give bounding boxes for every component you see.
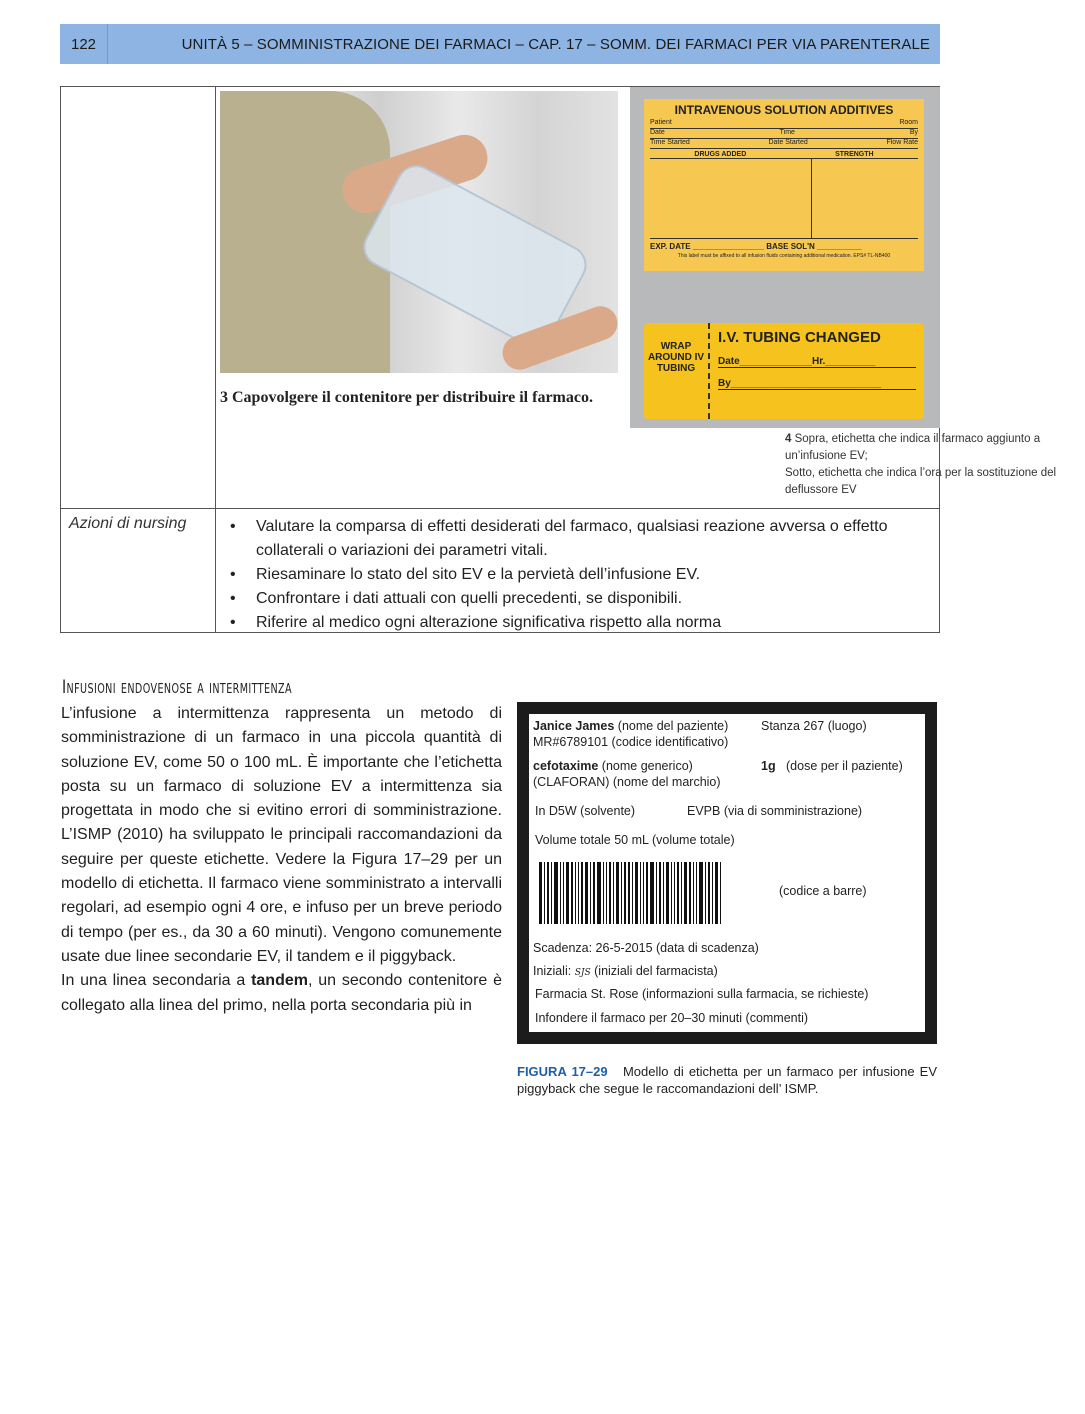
row-label-empty [61, 87, 216, 508]
tubing-changed-label: WRAP AROUND IV TUBING I.V. TUBING CHANGED Date_____________Hr._________ By___________________________ [644, 323, 924, 419]
table-row [61, 87, 1057, 508]
list-item: • Confrontare i dati attuali con quelli precedenti, se disponibili. [230, 587, 933, 611]
iv-labels-photo [630, 87, 940, 428]
nursing-cell [216, 509, 939, 632]
barcode [539, 862, 731, 924]
step4-caption: 4 Sopra, etichetta che indica il farmaco aggiunto a un’infusione EV; Sotto, etichetta che indica l’ora per la sostituzione del deflussore EV [785, 433, 1057, 496]
step3-caption: 3 Capovolgere il contenitore per distribuire il farmaco. [220, 389, 593, 406]
nurse-inverting-bag-photo [220, 91, 618, 373]
nursing-list [216, 509, 939, 635]
table-row [61, 508, 939, 632]
additives-label: INTRAVENOUS SOLUTION ADDITIVES Patient Room Date Time By Time Started Date Started Flow Rate DRUGS ADDED STRENGTH EXP. DATE ________________ BASE SOL'N __________ This label must be affixed to all infusion fluids containing additional medication. EPS# TL-NB400 [644, 99, 924, 271]
page-header [60, 24, 940, 64]
paragraph: In una linea secondaria a tandem, un secondo contenitore è collegato alla linea del primo, nella porta secondaria più in [61, 972, 502, 1014]
list-item: • Valutare la comparsa di effetti desiderati del farmaco, qualsiasi reazione avversa o effetto collaterali o variazioni dei parametri vitali. [230, 515, 933, 563]
label-card: Janice James (nome del paziente) Stanza 267 (luogo) MR#6789101 (codice identificativo) cefotaxime (nome generico) 1g (dose per il paziente) (CLAFORAN) (nome del marchio) In D5W (solvente) EVPB (via di somministrazione) Volume totale 50 mL (volume totale) (codice a barre) Scadenza: 26-5-2015 (data di scadenza) Iniziali: SJS (iniziali del farmacista) Farmacia St. Rose (informazioni sulla farmacia, se richieste) Infondere il farmaco per 20–30 minuti (commenti) [529, 714, 925, 1032]
paragraph: L’infusione a intermittenza rappresenta un metodo di somministrazione di un farmaco in una piccola quantità di soluzione EV, come 50 o 100 mL. È importante che l’etichetta posta su un farmaco di soluzione EV a intermittenza sia progettata in modo che si evitino errori di somministrazione. L’ISMP (2010) ha sviluppato le principali raccomandazioni da seguire per queste etichette. Vedere la Figura 17–29 per un modello di etichetta. Il farmaco viene somministrato a intervalli regolari, ad esempio ogni 4 ore, e infuso per un breve periodo di tempo (per es., da 30 a 60 minuti). Vengono comunemente usate due linee secondarie EV, il tandem e il piggyback. [61, 705, 502, 965]
header-title: UNITÀ 5 – SOMMINISTRAZIONE DEI FARMACI – CAP. 17 – SOMM. DEI FARMACI PER VIA PARENTERALE [181, 35, 930, 53]
list-item: • Riferire al medico ogni alterazione significativa rispetto alla norma [230, 611, 933, 635]
nursing-label: Azioni di nursing [61, 509, 216, 632]
section-heading: Infusioni endovenose a intermittenza [62, 676, 293, 698]
procedure-table [60, 86, 1057, 633]
images-cell [216, 87, 1057, 508]
body-text [61, 702, 502, 1018]
figure-caption: FIGURA 17–29 Modello di etichetta per un farmaco per infusione EV piggyback che segue le raccomandazioni dell’ ISMP. [517, 1064, 938, 1096]
page-number: 122 [60, 24, 108, 64]
figure-label-model [517, 702, 937, 1044]
list-item: • Riesaminare lo stato del sito EV e la pervietà dell’infusione EV. [230, 563, 933, 587]
